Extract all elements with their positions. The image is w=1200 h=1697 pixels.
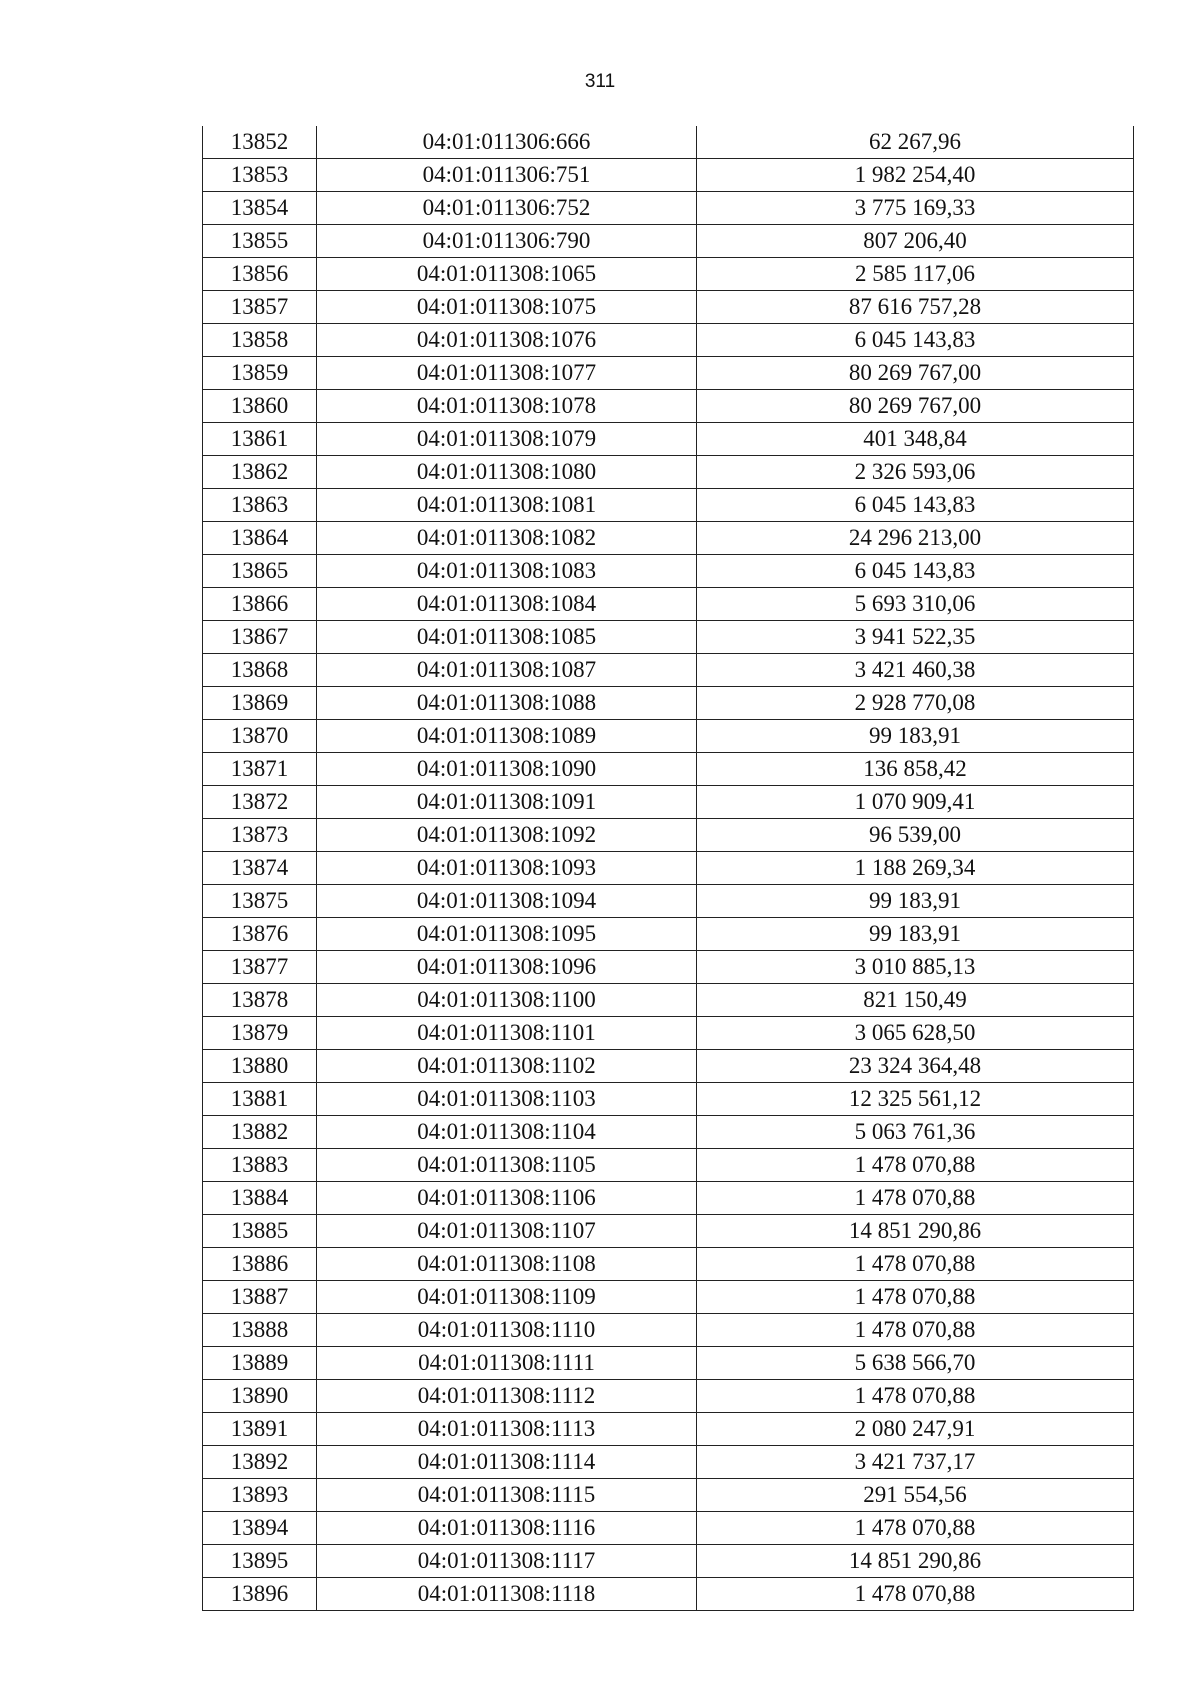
cadastral-value-cell: 5 693 310,06 [697,588,1134,621]
table-row [203,423,1134,456]
cadastral-number-cell: 04:01:011308:1108 [317,1248,697,1281]
cadastral-number-cell: 04:01:011308:1083 [317,555,697,588]
cadastral-value-cell: 3 941 522,35 [697,621,1134,654]
row-number-cell: 13866 [203,588,317,621]
row-number-cell: 13887 [203,1281,317,1314]
table-row [203,984,1134,1017]
cadastral-number-cell: 04:01:011308:1103 [317,1083,697,1116]
row-number-cell: 13885 [203,1215,317,1248]
row-number-cell: 13870 [203,720,317,753]
table-row [203,1578,1134,1611]
row-number-cell: 13891 [203,1413,317,1446]
row-number-cell: 13871 [203,753,317,786]
cadastral-value-cell: 3 775 169,33 [697,192,1134,225]
cadastral-number-cell: 04:01:011308:1079 [317,423,697,456]
cadastral-number-cell: 04:01:011308:1095 [317,918,697,951]
cadastral-value-cell: 1 478 070,88 [697,1281,1134,1314]
cadastral-number-cell: 04:01:011308:1115 [317,1479,697,1512]
table-row [203,753,1134,786]
table-row [203,489,1134,522]
cadastral-number-cell: 04:01:011308:1077 [317,357,697,390]
cadastral-number-cell: 04:01:011308:1117 [317,1545,697,1578]
row-number-cell: 13865 [203,555,317,588]
cadastral-value-cell: 1 478 070,88 [697,1512,1134,1545]
table-row [203,951,1134,984]
cadastral-value-cell: 401 348,84 [697,423,1134,456]
cadastral-value-cell: 1 070 909,41 [697,786,1134,819]
row-number-cell: 13890 [203,1380,317,1413]
row-number-cell: 13869 [203,687,317,720]
cadastral-value-cell: 1 478 070,88 [697,1149,1134,1182]
cadastral-number-cell: 04:01:011308:1109 [317,1281,697,1314]
cadastral-number-cell: 04:01:011308:1111 [317,1347,697,1380]
cadastral-value-cell: 6 045 143,83 [697,324,1134,357]
cadastral-number-cell: 04:01:011308:1100 [317,984,697,1017]
cadastral-number-cell: 04:01:011308:1081 [317,489,697,522]
cadastral-value-cell: 12 325 561,12 [697,1083,1134,1116]
cadastral-number-cell: 04:01:011308:1107 [317,1215,697,1248]
table-row [203,357,1134,390]
row-number-cell: 13861 [203,423,317,456]
cadastral-value-cell: 2 585 117,06 [697,258,1134,291]
cadastral-value-cell: 3 421 460,38 [697,654,1134,687]
row-number-cell: 13880 [203,1050,317,1083]
table-row [203,1380,1134,1413]
cadastral-number-cell: 04:01:011308:1082 [317,522,697,555]
cadastral-number-cell: 04:01:011308:1092 [317,819,697,852]
row-number-cell: 13868 [203,654,317,687]
row-number-cell: 13860 [203,390,317,423]
row-number-cell: 13874 [203,852,317,885]
row-number-cell: 13883 [203,1149,317,1182]
cadastral-number-cell: 04:01:011308:1113 [317,1413,697,1446]
row-number-cell: 13857 [203,291,317,324]
row-number-cell: 13893 [203,1479,317,1512]
table-row [203,324,1134,357]
cadastral-value-cell: 99 183,91 [697,885,1134,918]
table-row [203,522,1134,555]
table-row [203,555,1134,588]
cadastral-value-cell: 1 478 070,88 [697,1578,1134,1611]
row-number-cell: 13873 [203,819,317,852]
cadastral-number-cell: 04:01:011308:1114 [317,1446,697,1479]
cadastral-value-cell: 2 928 770,08 [697,687,1134,720]
cadastral-value-cell: 1 478 070,88 [697,1314,1134,1347]
table-row [203,588,1134,621]
cadastral-number-cell: 04:01:011306:790 [317,225,697,258]
table-row [203,1446,1134,1479]
table-row [203,126,1134,159]
row-number-cell: 13859 [203,357,317,390]
cadastral-value-cell: 821 150,49 [697,984,1134,1017]
cadastral-value-cell: 1 188 269,34 [697,852,1134,885]
cadastral-value-cell: 3 010 885,13 [697,951,1134,984]
table-row [203,1347,1134,1380]
cadastral-value-cell: 2 080 247,91 [697,1413,1134,1446]
cadastral-value-cell: 807 206,40 [697,225,1134,258]
row-number-cell: 13864 [203,522,317,555]
cadastral-value-cell: 23 324 364,48 [697,1050,1134,1083]
table-row [203,786,1134,819]
cadastral-number-cell: 04:01:011308:1094 [317,885,697,918]
cadastral-number-cell: 04:01:011306:752 [317,192,697,225]
cadastral-number-cell: 04:01:011308:1076 [317,324,697,357]
row-number-cell: 13884 [203,1182,317,1215]
table-row [203,885,1134,918]
table-row [203,654,1134,687]
cadastral-number-cell: 04:01:011308:1080 [317,456,697,489]
cadastral-number-cell: 04:01:011308:1106 [317,1182,697,1215]
table-row [203,291,1134,324]
row-number-cell: 13853 [203,159,317,192]
cadastral-value-cell: 3 065 628,50 [697,1017,1134,1050]
cadastral-value-cell: 14 851 290,86 [697,1545,1134,1578]
cadastral-value-cell: 80 269 767,00 [697,357,1134,390]
row-number-cell: 13854 [203,192,317,225]
cadastral-value-cell: 62 267,96 [697,126,1134,159]
cadastral-value-cell: 96 539,00 [697,819,1134,852]
table-row [203,1512,1134,1545]
cadastral-number-cell: 04:01:011308:1110 [317,1314,697,1347]
table-body [203,126,1134,1611]
row-number-cell: 13862 [203,456,317,489]
cadastral-value-cell: 14 851 290,86 [697,1215,1134,1248]
cadastral-number-cell: 04:01:011308:1089 [317,720,697,753]
row-number-cell: 13877 [203,951,317,984]
cadastral-value-table [202,126,1134,1611]
table-row [203,1050,1134,1083]
cadastral-number-cell: 04:01:011308:1116 [317,1512,697,1545]
table-row [203,819,1134,852]
table-row [203,456,1134,489]
cadastral-value-cell: 1 478 070,88 [697,1248,1134,1281]
cadastral-number-cell: 04:01:011308:1085 [317,621,697,654]
table-row [203,687,1134,720]
table-row [203,390,1134,423]
table-row [203,1281,1134,1314]
row-number-cell: 13856 [203,258,317,291]
cadastral-number-cell: 04:01:011308:1091 [317,786,697,819]
cadastral-value-cell: 6 045 143,83 [697,489,1134,522]
cadastral-number-cell: 04:01:011308:1112 [317,1380,697,1413]
cadastral-value-cell: 24 296 213,00 [697,522,1134,555]
table-row [203,258,1134,291]
cadastral-value-cell: 5 063 761,36 [697,1116,1134,1149]
cadastral-number-cell: 04:01:011308:1093 [317,852,697,885]
cadastral-number-cell: 04:01:011308:1101 [317,1017,697,1050]
table-row [203,159,1134,192]
cadastral-value-cell: 1 478 070,88 [697,1182,1134,1215]
cadastral-number-cell: 04:01:011308:1065 [317,258,697,291]
row-number-cell: 13855 [203,225,317,258]
table-row [203,1116,1134,1149]
cadastral-number-cell: 04:01:011308:1105 [317,1149,697,1182]
cadastral-number-cell: 04:01:011308:1078 [317,390,697,423]
table-row [203,1545,1134,1578]
cadastral-number-cell: 04:01:011308:1087 [317,654,697,687]
cadastral-number-cell: 04:01:011308:1088 [317,687,697,720]
row-number-cell: 13875 [203,885,317,918]
cadastral-value-cell: 291 554,56 [697,1479,1134,1512]
row-number-cell: 13881 [203,1083,317,1116]
table-row [203,1479,1134,1512]
row-number-cell: 13894 [203,1512,317,1545]
row-number-cell: 13872 [203,786,317,819]
table-row [203,1215,1134,1248]
cadastral-value-cell: 3 421 737,17 [697,1446,1134,1479]
cadastral-value-cell: 136 858,42 [697,753,1134,786]
cadastral-value-cell: 99 183,91 [697,720,1134,753]
cadastral-value-cell: 1 982 254,40 [697,159,1134,192]
row-number-cell: 13852 [203,126,317,159]
row-number-cell: 13889 [203,1347,317,1380]
cadastral-value-cell: 6 045 143,83 [697,555,1134,588]
row-number-cell: 13896 [203,1578,317,1611]
row-number-cell: 13867 [203,621,317,654]
table-row [203,1248,1134,1281]
cadastral-number-cell: 04:01:011306:751 [317,159,697,192]
row-number-cell: 13888 [203,1314,317,1347]
row-number-cell: 13892 [203,1446,317,1479]
table-row [203,852,1134,885]
cadastral-value-cell: 1 478 070,88 [697,1380,1134,1413]
table-row [203,1017,1134,1050]
page-number: 311 [584,71,616,92]
table-row [203,1314,1134,1347]
table-row [203,225,1134,258]
cadastral-value-cell: 87 616 757,28 [697,291,1134,324]
row-number-cell: 13886 [203,1248,317,1281]
row-number-cell: 13876 [203,918,317,951]
row-number-cell: 13882 [203,1116,317,1149]
table-row [203,1083,1134,1116]
row-number-cell: 13858 [203,324,317,357]
cadastral-number-cell: 04:01:011308:1104 [317,1116,697,1149]
row-number-cell: 13863 [203,489,317,522]
cadastral-number-cell: 04:01:011308:1118 [317,1578,697,1611]
cadastral-number-cell: 04:01:011308:1096 [317,951,697,984]
table-row [203,918,1134,951]
row-number-cell: 13879 [203,1017,317,1050]
cadastral-value-cell: 5 638 566,70 [697,1347,1134,1380]
row-number-cell: 13878 [203,984,317,1017]
cadastral-value-cell: 80 269 767,00 [697,390,1134,423]
cadastral-number-cell: 04:01:011306:666 [317,126,697,159]
table-row [203,1413,1134,1446]
cadastral-number-cell: 04:01:011308:1075 [317,291,697,324]
table-row [203,192,1134,225]
row-number-cell: 13895 [203,1545,317,1578]
table-row [203,621,1134,654]
table-row [203,1149,1134,1182]
table-row [203,720,1134,753]
cadastral-value-cell: 99 183,91 [697,918,1134,951]
cadastral-number-cell: 04:01:011308:1090 [317,753,697,786]
cadastral-number-cell: 04:01:011308:1084 [317,588,697,621]
cadastral-number-cell: 04:01:011308:1102 [317,1050,697,1083]
table-row [203,1182,1134,1215]
cadastral-value-cell: 2 326 593,06 [697,456,1134,489]
